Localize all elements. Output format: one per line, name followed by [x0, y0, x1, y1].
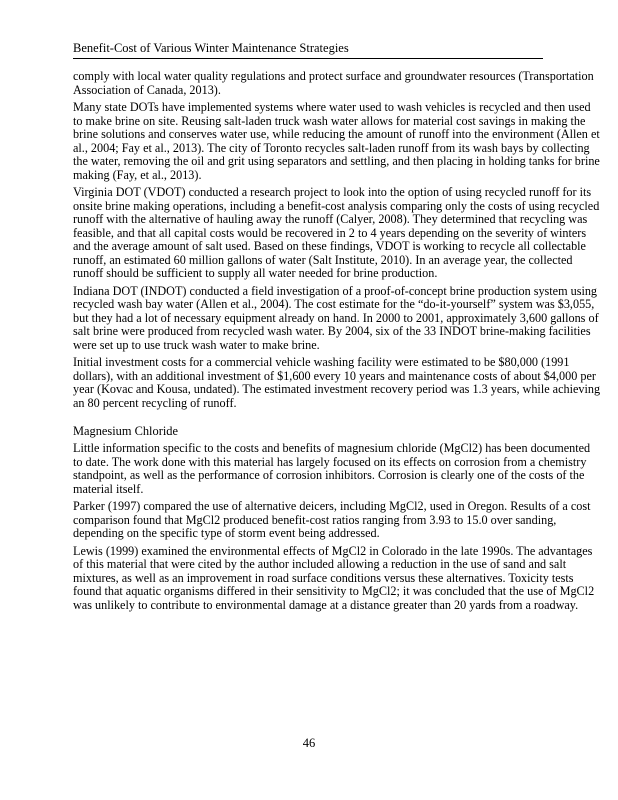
- body-text: [73, 70, 601, 616]
- paragraph: Virginia DOT (VDOT) conducted a research project to look into the option of using recycled runoff for its onsite brine making operations, including a benefit-cost analysis comparing only the costs of using recycled runoff with the alternative of hauling away the runoff (Calyer, 2008). They determined that recycling was feasible, and that all capital costs would be recovered in 2 to 4 years depending on the severity of winters and the average amount of salt used. Based on these findings, VDOT is working to recycle all collectable runoff, an estimated 60 million gallons of water (Salt Institute, 2010). In an average year, the collected runoff should be sufficient to supply all water needed for brine production.: [73, 185, 600, 280]
- paragraph: Parker (1997) compared the use of alternative deicers, including MgCl2, used in Oregon. Results of a cost comparison found that MgCl2 produced benefit-cost ratios ranging from 3.93 to 15.0 over sanding, depending on the specific type of storm event being addressed.: [73, 499, 591, 540]
- paragraph: Many state DOTs have implemented systems where water used to wash vehicles is recycled and then used to make brine on site. Reusing salt-laden truck wash water allows for material cost savings in making the brine solutions and conserves water use, while reducing the amount of runoff into the environment (Allen et al., 2004; Fay et al., 2013). The city of Toronto recycles salt-laden runoff from its wash bays by collecting the water, removing the oil and grit using separators and settling, and then placing in holding tanks for brine making (Fay, et al., 2013).: [73, 100, 600, 182]
- running-header: Benefit-Cost of Various Winter Maintenance Strategies: [73, 40, 543, 59]
- section-heading: Magnesium Chloride: [73, 424, 178, 438]
- paragraph: Little information specific to the costs and benefits of magnesium chloride (MgCl2) has been documented to date. The work done with this material has largely focused on its effects on corrosion from a chemistry standpoint, as well as the performance of corrosion inhibitors. Corrosion is clearly one of the costs of the material itself.: [73, 441, 591, 496]
- paragraph: comply with local water quality regulations and protect surface and groundwater resources (Transportation Association of Canada, 2013).: [73, 69, 594, 97]
- paragraph: Lewis (1999) examined the environmental effects of MgCl2 in Colorado in the late 1990s. The advantages of this material that were cited by the author included allowing a reduction in the use of sand and salt mixtures, as well as an improvement in road surface conditions versus these alternatives. Toxicity tests found that aquatic organisms differed in their sensitivity to MgCl2; it was concluded that the use of MgCl2 was unlikely to contribute to environmental damage at a distance greater than 20 yards from a roadway.: [73, 543, 595, 612]
- paragraph: Initial investment costs for a commercial vehicle washing facility were estimated to be $80,000 (1991 dollars), with an additional investment of $1,600 every 10 years and maintenance costs of about $4,000 per year (Kovac and Kousa, undated). The estimated investment recovery period was 1.3 years, while achieving an 80 percent recycling of runoff.: [73, 355, 601, 410]
- page-number: 46: [302, 736, 316, 750]
- paragraph: Indiana DOT (INDOT) conducted a field investigation of a proof-of-concept brine production system using recycled wash bay water (Allen et al., 2004). The cost estimate for the “do-it-yourself” system was $3,055, but they had a lot of necessary equipment already on hand. In 2000 to 2001, approximately 3,600 gallons of salt brine were produced from recycled wash water. By 2004, six of the 33 INDOT brine-making facilities were set up to use truck wash water to make brine.: [73, 283, 599, 352]
